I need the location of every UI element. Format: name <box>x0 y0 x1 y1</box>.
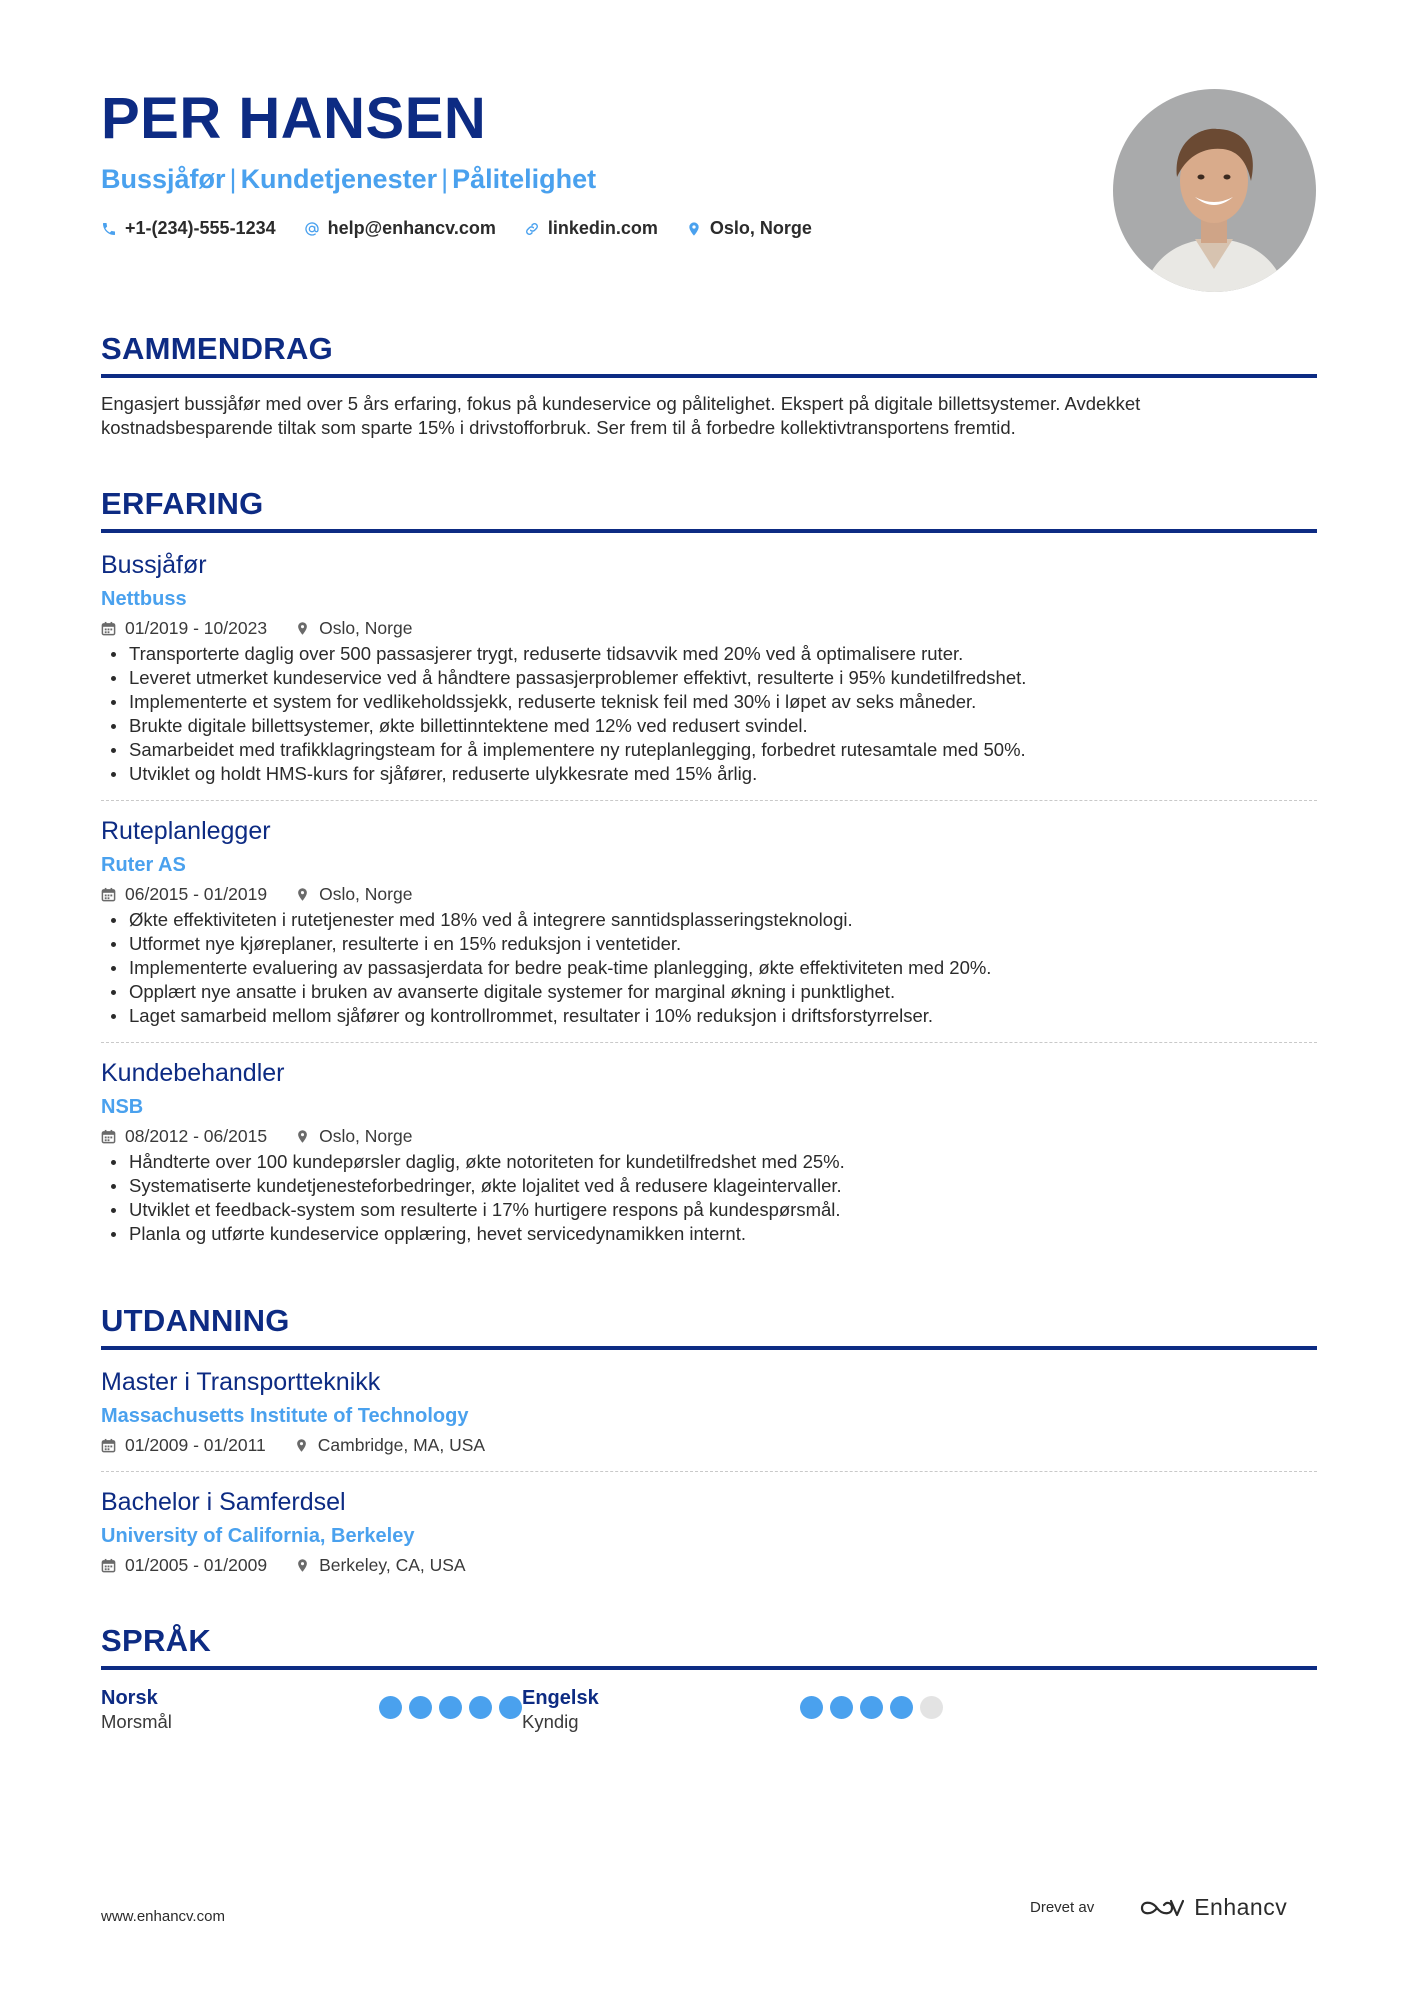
headline-part: Bussjåfør <box>101 164 226 194</box>
education-section <box>101 1302 1317 1577</box>
date-range <box>101 616 267 640</box>
location-pin-icon <box>295 621 310 636</box>
experience-entry <box>101 533 1317 786</box>
location-pin-icon <box>295 1558 310 1573</box>
language-list <box>101 1686 1317 1734</box>
experience-entry <box>101 800 1317 1028</box>
linkedin-text: linkedin.com <box>547 218 658 238</box>
calendar-icon <box>101 887 116 902</box>
school-name: University of California, Berkeley <box>101 1525 415 1547</box>
language-level: Kyndig <box>522 1711 579 1732</box>
rating-dot-filled <box>409 1696 432 1719</box>
date-text: 08/2012 - 06/2015 <box>125 1126 268 1146</box>
headline <box>101 162 1101 196</box>
contact-linkedin[interactable] <box>524 218 658 239</box>
brand-logo[interactable] <box>1140 1894 1287 1921</box>
summary-section <box>101 330 1317 440</box>
degree-title: Master i Transportteknikk <box>101 1368 381 1396</box>
location-pin-icon <box>295 1129 310 1144</box>
school-location <box>295 1553 466 1577</box>
school-name: Massachusetts Institute of Technology <box>101 1405 469 1427</box>
achievement-item: Systematiserte kundetjenesteforbedringer, økte lojalitet ved å redusere klageintervaller. <box>101 1174 1317 1198</box>
summary-text: Engasjert bussjåfør med over 5 års erfaring, fokus på kundeservice og pålitelighet. Ekspert på digitale billettsystemer. Avdekket kostnadsbesparende tiltak som sparte 15% i drivstofforbruk. Ser frem til å forbedre kollektivtransportens fremtid. <box>101 393 1141 438</box>
footer-website[interactable]: www.enhancv.com <box>101 1908 225 1925</box>
at-icon <box>304 221 320 237</box>
rating-dot-filled <box>379 1696 402 1719</box>
enhancv-logo-icon <box>1140 1897 1184 1919</box>
company-name: Nettbuss <box>101 588 187 610</box>
job-meta <box>101 882 1317 906</box>
language-level: Morsmål <box>101 1711 172 1732</box>
achievement-item: Samarbeidet med trafikklagringsteam for å implementere ny ruteplanlegging, forbedret rutesamtale med 50%. <box>101 738 1317 762</box>
location-text: Berkeley, CA, USA <box>319 1555 466 1575</box>
experience-entry <box>101 1042 1317 1246</box>
language-text <box>101 1686 172 1734</box>
education-meta <box>101 1433 1317 1457</box>
resume-header <box>101 86 1101 239</box>
rating-dot-filled <box>499 1696 522 1719</box>
powered-by-text: Drevet av <box>1030 1899 1095 1916</box>
language-item <box>101 1686 522 1734</box>
link-icon <box>524 221 540 237</box>
achievement-list <box>101 1150 1317 1246</box>
rating-dot-filled <box>860 1696 883 1719</box>
contact-phone[interactable] <box>101 218 276 239</box>
achievement-item: Håndterte over 100 kundepørsler daglig, økte notoriteten for kundetilfredshet med 25%. <box>101 1150 1317 1174</box>
rating-dot-empty <box>920 1696 943 1719</box>
date-text: 06/2015 - 01/2019 <box>125 884 268 904</box>
avatar <box>1113 89 1316 292</box>
calendar-icon <box>101 1438 116 1453</box>
date-text: 01/2005 - 01/2009 <box>125 1555 268 1575</box>
headline-part: Kundetjenester <box>240 164 438 194</box>
achievement-item: Transporterte daglig over 500 passasjerer trygt, reduserte tidsavvik med 20% ved å optimalisere ruter. <box>101 642 1317 666</box>
email-text: help@enhancv.com <box>327 218 496 238</box>
achievement-list <box>101 642 1317 786</box>
job-location <box>295 882 412 906</box>
education-meta <box>101 1553 1317 1577</box>
brand-name: Enhancv <box>1194 1894 1288 1920</box>
language-item <box>522 1686 943 1734</box>
languages-section <box>101 1622 1317 1734</box>
languages-heading: SPRÅK <box>101 1622 1317 1670</box>
language-text <box>522 1686 599 1734</box>
job-title: Bussjåfør <box>101 551 207 579</box>
achievement-list <box>101 908 1317 1028</box>
headline-part: Pålitelighet <box>452 164 597 194</box>
location-pin-icon <box>686 221 702 237</box>
headline-separator: | <box>229 164 237 194</box>
date-range <box>101 1124 267 1148</box>
summary-heading: SAMMENDRAG <box>101 330 1317 378</box>
job-meta <box>101 616 1317 640</box>
contact-bar <box>101 218 1101 239</box>
job-title: Kundebehandler <box>101 1059 285 1087</box>
achievement-item: Implementerte evaluering av passasjerdata for bedre peak-time planlegging, økte effektiviteten med 20%. <box>101 956 1317 980</box>
location-text: Oslo, Norge <box>319 618 413 638</box>
achievement-item: Implementerte et system for vedlikeholdssjekk, reduserte teknisk feil med 30% i løpet av seks måneder. <box>101 690 1317 714</box>
language-rating <box>800 1696 943 1719</box>
job-location <box>295 616 412 640</box>
location-text: Oslo, Norge <box>709 218 812 238</box>
education-entry <box>101 1471 1317 1577</box>
achievement-item: Leveret utmerket kundeservice ved å håndtere passasjerproblemer effektivt, resulterte i 95% kundetilfredshet. <box>101 666 1317 690</box>
company-name: Ruter AS <box>101 854 186 876</box>
location-text: Cambridge, MA, USA <box>317 1435 486 1455</box>
contact-email[interactable] <box>304 218 496 239</box>
location-text: Oslo, Norge <box>319 884 413 904</box>
education-entry <box>101 1350 1317 1457</box>
school-location <box>294 1433 485 1457</box>
date-range <box>101 882 267 906</box>
date-range <box>101 1433 266 1457</box>
date-range <box>101 1553 267 1577</box>
company-name: NSB <box>101 1096 144 1118</box>
calendar-icon <box>101 1129 116 1144</box>
experience-heading: ERFARING <box>101 485 1317 533</box>
language-rating <box>379 1696 522 1719</box>
job-location <box>295 1124 412 1148</box>
headline-separator: | <box>441 164 449 194</box>
rating-dot-filled <box>469 1696 492 1719</box>
calendar-icon <box>101 1558 116 1573</box>
rating-dot-filled <box>830 1696 853 1719</box>
calendar-icon <box>101 621 116 636</box>
job-meta <box>101 1124 1317 1148</box>
achievement-item: Planla og utførte kundeservice opplæring, hevet servicedynamikken internt. <box>101 1222 1317 1246</box>
achievement-item: Utviklet og holdt HMS-kurs for sjåfører, reduserte ulykkesrate med 15% årlig. <box>101 762 1317 786</box>
achievement-item: Opplært nye ansatte i bruken av avanserte digitale systemer for marginal økning i punktlighet. <box>101 980 1317 1004</box>
job-title: Ruteplanlegger <box>101 817 271 845</box>
date-text: 01/2009 - 01/2011 <box>125 1435 266 1455</box>
phone-icon <box>101 221 117 237</box>
candidate-name: PER HANSEN <box>101 86 487 151</box>
language-name: Norsk <box>101 1687 158 1709</box>
achievement-item: Brukte digitale billettsystemer, økte billettinntektene med 12% ved redusert svindel. <box>101 714 1317 738</box>
profile-photo <box>1113 89 1316 292</box>
date-text: 01/2019 - 10/2023 <box>125 618 268 638</box>
rating-dot-filled <box>800 1696 823 1719</box>
experience-section <box>101 485 1317 1246</box>
footer-branding <box>1030 1894 1287 1921</box>
phone-text: +1-(234)-555-1234 <box>125 218 276 238</box>
language-name: Engelsk <box>522 1687 599 1709</box>
location-text: Oslo, Norge <box>319 1126 413 1146</box>
achievement-item: Økte effektiviteten i rutetjenester med 18% ved å integrere sanntidsplasseringsteknologi. <box>101 908 1317 932</box>
contact-location <box>686 218 812 239</box>
location-pin-icon <box>294 1438 309 1453</box>
achievement-item: Utviklet et feedback-system som resulterte i 17% hurtigere respons på kundespørsmål. <box>101 1198 1317 1222</box>
location-pin-icon <box>295 887 310 902</box>
education-heading: UTDANNING <box>101 1302 1317 1350</box>
achievement-item: Laget samarbeid mellom sjåfører og kontrollrommet, resultater i 10% reduksjon i driftsforstyrrelser. <box>101 1004 1317 1028</box>
rating-dot-filled <box>439 1696 462 1719</box>
degree-title: Bachelor i Samferdsel <box>101 1488 346 1516</box>
achievement-item: Utformet nye kjøreplaner, resulterte i en 15% reduksjon i ventetider. <box>101 932 1317 956</box>
rating-dot-filled <box>890 1696 913 1719</box>
